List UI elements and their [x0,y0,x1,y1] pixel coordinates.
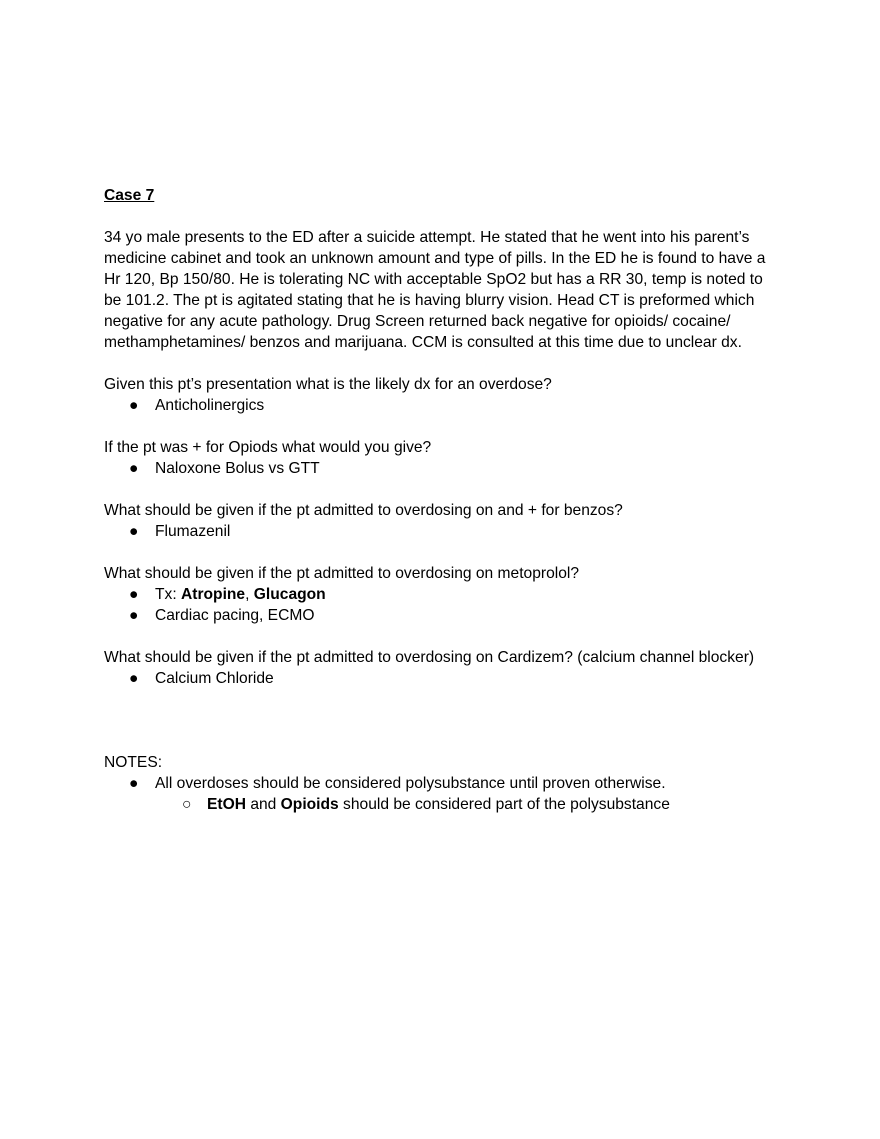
answer-text: Naloxone Bolus vs GTT [155,460,320,477]
notes-and: and [245,796,281,813]
question-1 [104,374,784,416]
notes-list [104,773,784,794]
question-2-text: If the pt was + for Opiods what would you give? [104,439,432,456]
answer-item [104,605,784,626]
notes-item [104,773,784,794]
bullet-icon: ● [129,607,139,624]
answer-bold-glucagon: Glucagon [253,586,326,603]
answer-separator: , [245,586,254,603]
question-2 [104,437,784,479]
answer-item [104,584,784,605]
bullet-icon: ● [129,586,139,603]
question-1-text: Given this pt’s presentation what is the likely dx for an overdose? [104,376,552,393]
circle-bullet-icon: ○ [182,796,192,813]
question-4-answers [104,584,784,626]
notes-sublist [104,794,784,815]
answer-item [104,521,784,542]
answer-text: Calcium Chloride [155,670,274,687]
document-page [104,185,784,815]
question-4 [104,563,784,626]
question-2-answers [104,458,784,479]
question-3 [104,500,784,542]
question-5-answers [104,668,784,689]
bullet-icon: ● [129,775,139,792]
notes-bold-opioids: Opioids [280,796,339,813]
bullet-icon: ● [129,670,139,687]
question-1-answers [104,395,784,416]
notes-subitem-rest: should be considered part of the polysubstance [338,796,670,813]
bullet-icon: ● [129,523,139,540]
notes-subitem [104,794,784,815]
answer-item [104,395,784,416]
question-5 [104,647,784,689]
answer-text: Cardiac pacing, ECMO [155,607,315,624]
answer-text: Anticholinergics [155,397,265,414]
bullet-icon: ● [129,397,139,414]
answer-bold-atropine: Atropine [181,586,246,603]
notes-item-text: All overdoses should be considered polysubstance until proven otherwise. [155,775,666,792]
notes-section [104,752,784,815]
notes-bold-etoh: EtOH [207,796,246,813]
answer-prefix: Tx: [155,586,181,603]
answer-item [104,668,784,689]
question-4-text: What should be given if the pt admitted to overdosing on metoprolol? [104,565,580,582]
question-3-text: What should be given if the pt admitted to overdosing on and + for benzos? [104,502,623,519]
answer-text: Flumazenil [155,523,231,540]
case-title: Case 7 [104,187,155,204]
notes-heading: NOTES: [104,754,163,771]
bullet-icon: ● [129,460,139,477]
case-description: 34 yo male presents to the ED after a suicide attempt. He stated that he went into his parent’s medicine cabinet and took an unknown amount and type of pills. In the ED he is found to have a Hr 120, Bp 150/80. He is tolerating NC with acceptable SpO2 but has a RR 30, temp is noted to be 101.2. The pt is agitated stating that he is having blurry vision. Head CT is preformed which negative for any acute pathology. Drug Screen returned back negative for opioids/ cocaine/ methamphetamines/ benzos and marijuana. CCM is consulted at this time due to unclear dx. [104,229,766,351]
question-3-answers [104,521,784,542]
answer-item [104,458,784,479]
question-5-text: What should be given if the pt admitted to overdosing on Cardizem? (calcium channel blocker) [104,649,755,666]
